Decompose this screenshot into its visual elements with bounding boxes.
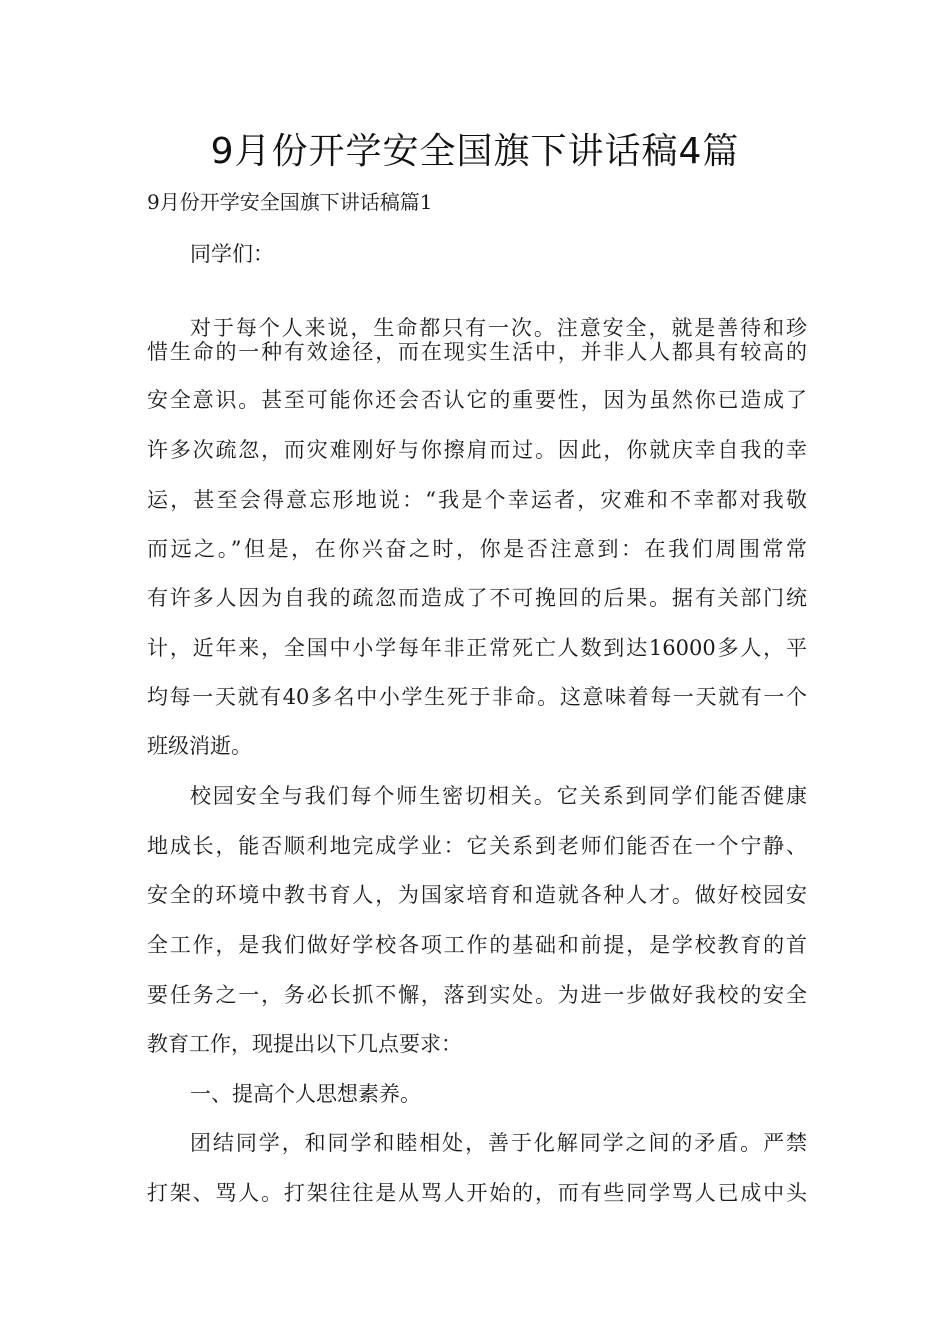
paragraph-line: 教育工作，现提出以下几点要求： xyxy=(147,1032,462,1056)
salutation: 同学们： xyxy=(190,242,274,266)
paragraph-line: 安全意识。甚至可能你还会否认它的重要性，因为虽然你已造成了 xyxy=(147,388,807,412)
paragraph-line: 惜生命的一种有效途径，而在现实生活中，并非人人都具有较高的 xyxy=(147,340,807,364)
paragraph-line: 打架、骂人。打架往往是从骂人开始的，而有些同学骂人已成中头 xyxy=(147,1181,807,1205)
paragraph-line: 团结同学，和同学和睦相处，善于化解同学之间的矛盾。严禁 xyxy=(190,1131,807,1155)
paragraph-line: 计，近年来，全国中小学每年非正常死亡人数到达16000多人，平 xyxy=(147,636,807,660)
paragraph-line: 全工作，是我们做好学校各项工作的基础和前提，是学校教育的首 xyxy=(147,933,807,957)
paragraph-line: 校园安全与我们每个师生密切相关。它关系到同学们能否健康 xyxy=(190,784,807,808)
paragraph-line: 安全的环境中教书育人，为国家培育和造就各种人才。做好校园安 xyxy=(147,883,807,907)
paragraph-line: 有许多人因为自我的疏忽而造成了不可挽回的后果。据有关部门统 xyxy=(147,586,807,610)
paragraph-line: 而远之。”但是，在你兴奋之时，你是否注意到：在我们周围常常 xyxy=(147,537,807,561)
paragraph-line: 班级消逝。 xyxy=(147,734,252,758)
paragraph-line: 要任务之一，务必长抓不懈，落到实处。为进一步做好我校的安全 xyxy=(147,983,807,1007)
paragraph-line: 运，甚至会得意忘形地说：“我是个幸运者，灾难和不幸都对我敬 xyxy=(147,488,807,512)
section-heading: 9月份开学安全国旗下讲话稿篇1 xyxy=(147,190,433,214)
paragraph-line: 许多次疏忽，而灾难刚好与你擦肩而过。因此，你就庆幸自我的幸 xyxy=(147,438,807,462)
document-title: 9月份开学安全国旗下讲话稿4篇 xyxy=(210,131,740,172)
paragraph-line: 地成长，能否顺利地完成学业：它关系到老师们能否在一个宁静、 xyxy=(147,834,807,858)
paragraph-line: 均每一天就有40多名中小学生死于非命。这意味着每一天就有一个 xyxy=(147,685,807,709)
paragraph-line: 对于每个人来说，生命都只有一次。注意安全，就是善待和珍 xyxy=(190,316,807,340)
list-heading: 一、提高个人思想素养。 xyxy=(190,1082,421,1106)
